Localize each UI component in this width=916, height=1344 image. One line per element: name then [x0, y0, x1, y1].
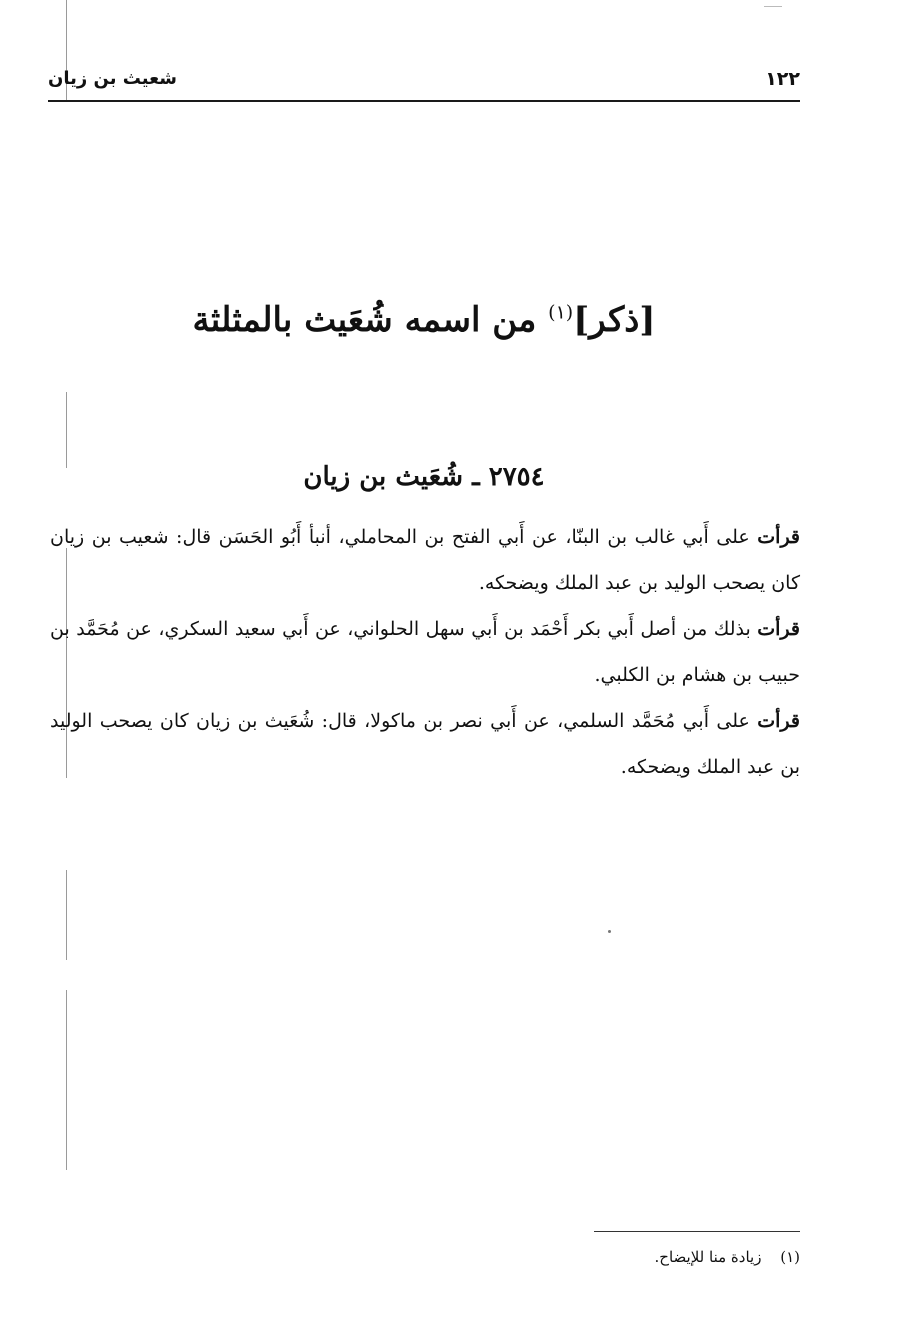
entry-heading: ٢٧٥٤ ـ شُعَيث بن زيان — [303, 462, 545, 492]
footnote-reference: (١) — [548, 301, 574, 324]
paragraph-lead: قرأت — [757, 618, 800, 640]
chapter-heading — [48, 300, 800, 340]
running-title: شعيث بن زيان — [48, 68, 177, 89]
paragraph — [50, 698, 800, 790]
paragraph-text: بذلك من أصل أَبي بكر أَحْمَد بن أَبي سهل الحلواني، عن أَبي سعيد السكري، عن مُحَمَّد بن حبيب بن هشام بن الكلبي. — [50, 618, 800, 686]
scan-speck — [608, 930, 611, 933]
footnote — [400, 1248, 800, 1266]
scan-artifact-line — [66, 392, 67, 468]
scan-artifact-line — [66, 990, 67, 1170]
paragraph — [50, 514, 800, 606]
paragraph-lead: قرأت — [757, 710, 800, 732]
footnote-rule — [594, 1231, 800, 1232]
running-header — [48, 68, 800, 98]
footnote-text: زيادة منا للإيضاح. — [654, 1248, 762, 1266]
scan-artifact-top — [764, 6, 782, 7]
paragraph — [50, 606, 800, 698]
footnote-mark: (١) — [780, 1248, 800, 1266]
header-rule — [48, 100, 800, 102]
paragraph-text: على أَبي مُحَمَّد السلمي، عن أَبي نصر بن ماكولا، قال: شُعَيث بن زيان كان يصحب الوليد بن عبد الملك ويضحكه. — [50, 710, 800, 778]
scan-artifact-line — [66, 870, 67, 960]
paragraph-lead: قرأت — [757, 526, 801, 548]
page-number: ١٢٢ — [765, 68, 800, 90]
paragraph-text: على أَبي غالب بن البنّا، عن أَبي الفتح بن المحاملي، أنبأ أَبُو الحَسَن قال: شعيب بن زيان كان يصحب الوليد بن عبد الملك ويضحكه. — [50, 526, 800, 594]
chapter-heading-text: [ذكر]$^{(١)}$ من اسمه شُعَيث بالمثلثة — [192, 300, 656, 340]
